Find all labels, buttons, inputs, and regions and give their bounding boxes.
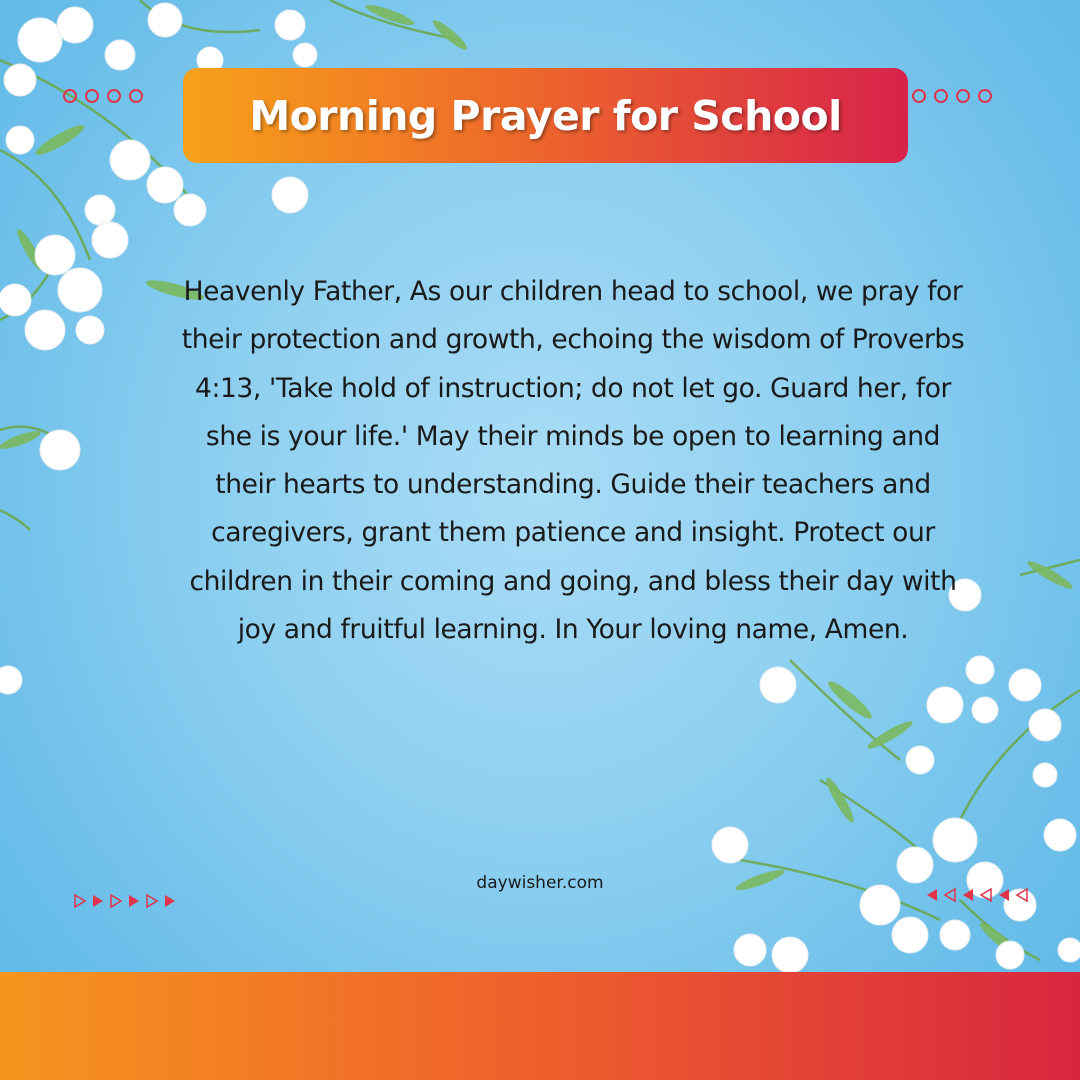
- decorative-dots-right: [912, 89, 992, 103]
- page-title: Morning Prayer for School: [249, 91, 842, 140]
- bottom-bar: [0, 972, 1080, 1080]
- prayer-text: Heavenly Father, As our children head to school, we pray for their protection and growth, echoing the wisdom of Proverbs 4:13, 'Take hold of instruction; do not let go. Guard her, for she is your life.' May their minds be open to learning and their hearts to understanding. Guide their teachers and caregivers, grant them patience and insight. Protect our children in their coming and going, and bless their day with joy and fruitful learning. In Your loving name, Amen.: [181, 276, 965, 646]
- decorative-arrows-left: [73, 893, 183, 909]
- website-label: daywisher.com: [476, 873, 604, 893]
- title-banner: [183, 68, 908, 163]
- decorative-arrows-right: [925, 887, 1035, 903]
- decorative-dots-left: [63, 89, 143, 103]
